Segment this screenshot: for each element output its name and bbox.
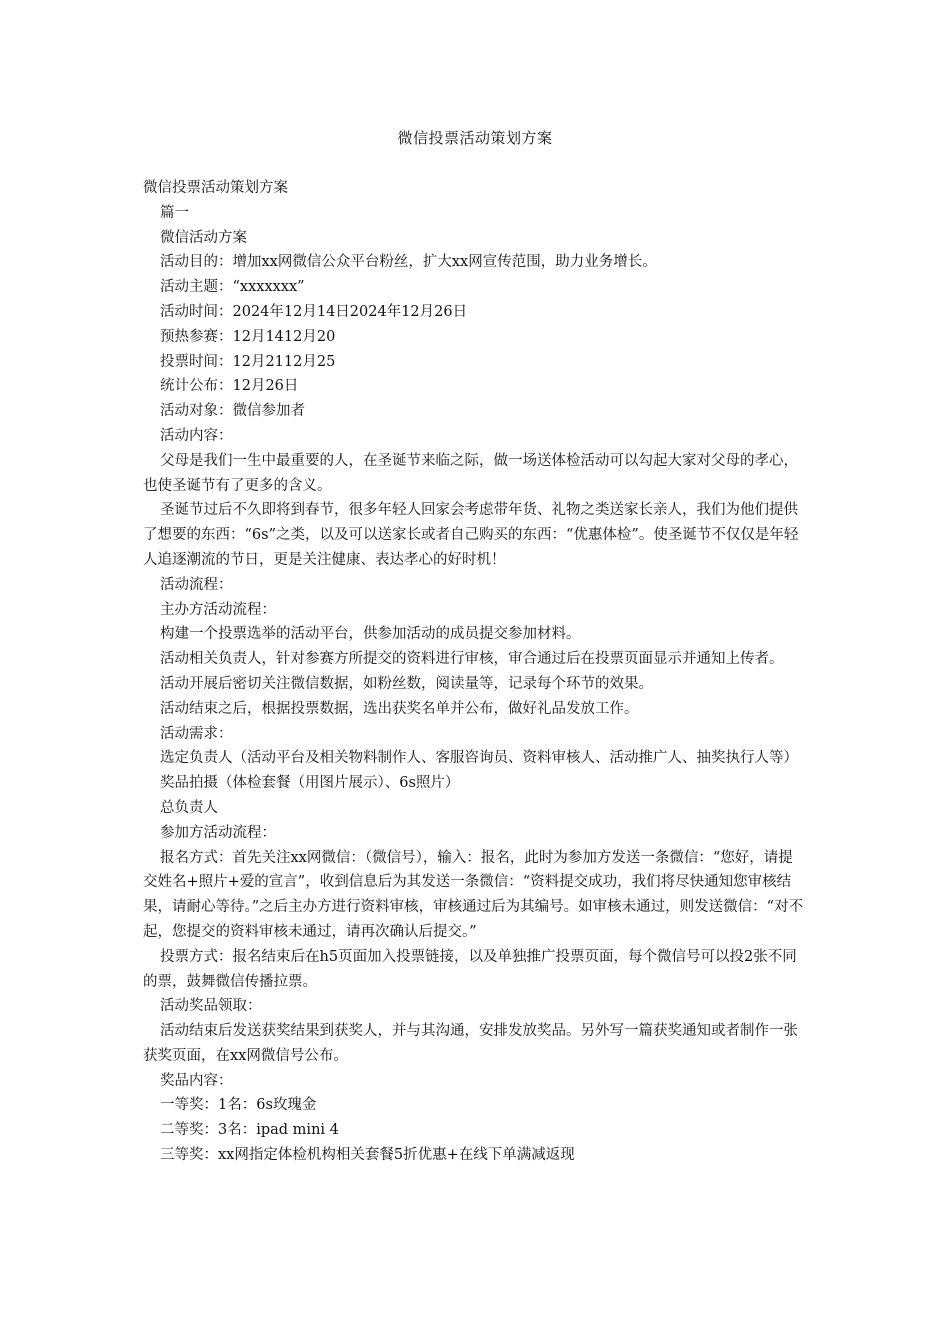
paragraph: 微信活动方案 bbox=[160, 229, 247, 246]
paragraph: 活动奖品领取： bbox=[160, 998, 262, 1015]
paragraph: 活动对象：微信参加者 bbox=[160, 403, 305, 420]
paragraph: 一等奖：1名：6s玫瑰金 bbox=[160, 1097, 317, 1114]
paragraph: 二等奖：3名：ipad mini 4 bbox=[160, 1122, 339, 1139]
paragraph: 父母是我们一生中最重要的人，在圣诞节来临之际，做一场送体检活动可以勾起大家对父母的孝心，也使圣诞节有了更多的含义。 bbox=[143, 452, 798, 494]
paragraph: 活动相关负责人，针对参赛方所提交的资料进行审核，审合通过后在投票页面显示并通知上传者。 bbox=[160, 651, 784, 668]
paragraph: 三等奖：xx网指定体检机构相关套餐5折优惠+在线下单满减返现 bbox=[160, 1147, 575, 1164]
paragraph: 活动流程： bbox=[160, 576, 233, 593]
paragraph: 选定负责人（活动平台及相关物料制作人、客服咨询员、资料审核人、活动推广人、抽奖执行人等） bbox=[160, 750, 798, 767]
paragraph: 活动需求： bbox=[160, 725, 233, 742]
paragraph: 活动结束后发送获奖结果到获奖人，并与其沟通，安排发放奖品。另外写一篇获奖通知或者制作一张获奖页面，在xx网微信号公布。 bbox=[143, 1023, 798, 1064]
document-body bbox=[143, 176, 807, 1168]
paragraph: 活动开展后密切关注微信数据，如粉丝数，阅读量等，记录每个环节的效果。 bbox=[160, 675, 653, 692]
paragraph: 预热参赛：12月1412月20 bbox=[160, 328, 336, 345]
paragraph: 奖品拍摄（体检套餐（用图片展示）、6s照片） bbox=[160, 775, 460, 792]
paragraph: 投票方式：报名结束后在h5页面加入投票链接，以及单独推广投票页面，每个微信号可以投2张不同的票，鼓舞微信传播拉票。 bbox=[143, 948, 797, 990]
paragraph: 奖品内容： bbox=[160, 1072, 233, 1089]
document-heading: 微信投票活动策划方案 bbox=[143, 180, 288, 196]
paragraph: 构建一个投票选举的活动平台，供参加活动的成员提交参加材料。 bbox=[160, 626, 581, 643]
paragraph: 统计公布：12月26日 bbox=[160, 378, 299, 395]
paragraph: 活动结束之后，根据投票数据，选出获奖名单并公布，做好礼品发放工作。 bbox=[160, 700, 639, 717]
paragraph: 篇一 bbox=[160, 204, 189, 221]
paragraph: 活动内容： bbox=[160, 427, 233, 444]
paragraph: 活动主题：“xxxxxxx” bbox=[160, 279, 305, 296]
paragraph: 报名方式：首先关注xx网微信：（微信号），输入：报名，此时为参加方发送一条微信：“您好，请提交姓名+照片+爱的宣言”，收到信息后为其发送一条微信：“资料提交成功，我们将尽快通知您审核结果，请耐心等待。”之后主办方进行资料审核，审核通过后为其编号。如审核未通过，则发送微信：“对不起，您提交的资料审核未通过，请再次确认后提交。” bbox=[143, 849, 804, 940]
paragraph: 参加方活动流程： bbox=[160, 824, 276, 841]
paragraph: 投票时间：12月2112月25 bbox=[160, 353, 336, 370]
paragraph: 圣诞节过后不久即将到春节，很多年轻人回家会考虑带年货、礼物之类送家长亲人，我们为他们提供了想要的东西：“6s”之类，以及可以送家长或者自己购买的东西：“优惠体检”。使圣诞节不仅仅是年轻人追逐潮流的节日，更是关注健康、表达孝心的好时机！ bbox=[143, 502, 799, 568]
paragraph: 主办方活动流程： bbox=[160, 601, 276, 618]
paragraph: 活动目的：增加xx网微信公众平台粉丝，扩大xx网宣传范围，助力业务增长。 bbox=[160, 254, 657, 271]
paragraph: 活动时间：2024年12月14日2024年12月26日 bbox=[160, 303, 468, 320]
paragraph: 总负责人 bbox=[160, 799, 218, 816]
document-title: 微信投票活动策划方案 bbox=[397, 129, 553, 147]
